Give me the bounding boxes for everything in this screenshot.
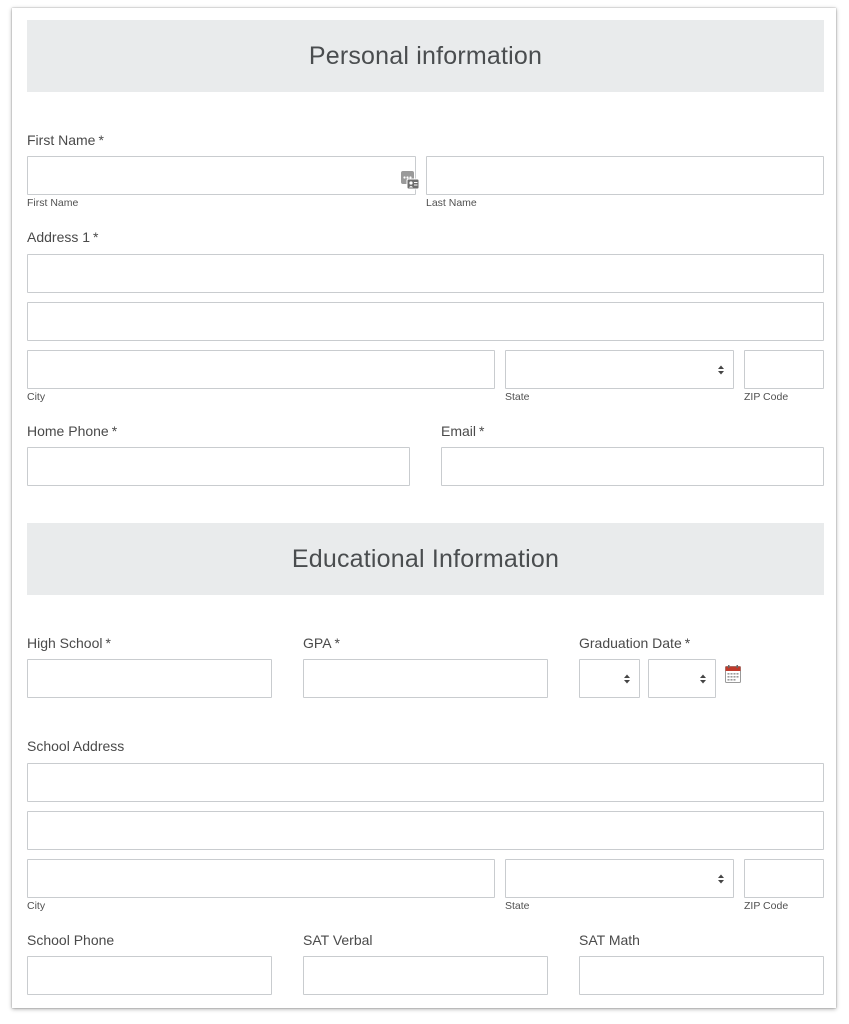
educational-info-title: Educational Information: [291, 544, 560, 573]
required-mark: *: [105, 635, 111, 651]
calendar-icon[interactable]: [725, 665, 741, 683]
address-line2-input[interactable]: [27, 302, 824, 341]
high-school-label: High School *: [27, 635, 111, 651]
school-state-select[interactable]: [505, 859, 734, 898]
required-mark: *: [98, 132, 104, 148]
required-mark: *: [334, 635, 340, 651]
application-form: [12, 8, 836, 1008]
first-name-label: First Name *: [27, 132, 104, 148]
gpa-input[interactable]: [303, 659, 548, 698]
required-mark: *: [684, 635, 691, 651]
sat-math-label: SAT Math: [579, 932, 640, 948]
high-school-input[interactable]: [27, 659, 272, 698]
school-address-line1-input[interactable]: [27, 763, 824, 802]
school-zip-sublabel: ZIP Code: [744, 900, 789, 912]
school-phone-input[interactable]: [27, 956, 272, 995]
school-city-sublabel: City: [27, 900, 46, 912]
zip-input[interactable]: [744, 350, 824, 389]
graduation-month-select[interactable]: [579, 659, 640, 698]
required-mark: *: [93, 229, 99, 245]
school-address-label: School Address: [27, 738, 125, 754]
address-line1-input[interactable]: [27, 254, 824, 293]
sat-verbal-input[interactable]: [303, 956, 548, 995]
educational-info-header: [27, 523, 824, 595]
first-name-input[interactable]: [27, 156, 416, 195]
required-mark: *: [479, 423, 485, 439]
home-phone-input[interactable]: [27, 447, 410, 486]
city-sublabel: City: [27, 391, 46, 403]
address-label: Address 1 *: [27, 229, 99, 245]
state-select[interactable]: [505, 350, 734, 389]
contact-autofill-icon[interactable]: [399, 169, 421, 191]
graduation-year-select[interactable]: [648, 659, 716, 698]
chevron-up-down-icon: [699, 673, 707, 685]
email-label: Email *: [441, 423, 485, 439]
zip-sublabel: ZIP Code: [744, 391, 789, 403]
sat-verbal-label: SAT Verbal: [303, 932, 373, 948]
chevron-up-down-icon: [623, 673, 631, 685]
chevron-up-down-icon: [717, 873, 725, 885]
personal-info-title: Personal information: [308, 41, 543, 70]
home-phone-label: Home Phone *: [27, 423, 118, 439]
personal-info-header: [27, 20, 824, 92]
school-address-line2-input[interactable]: [27, 811, 824, 850]
email-input[interactable]: [441, 447, 824, 486]
gpa-label: GPA *: [303, 635, 340, 651]
state-sublabel: State: [505, 391, 530, 403]
school-city-input[interactable]: [27, 859, 495, 898]
school-zip-input[interactable]: [744, 859, 824, 898]
graduation-date-label: Graduation Date *: [579, 635, 691, 651]
school-phone-label: School Phone: [27, 932, 115, 948]
last-name-input[interactable]: [426, 156, 824, 195]
last-name-sublabel: Last Name: [426, 197, 477, 209]
chevron-up-down-icon: [717, 364, 725, 376]
sat-math-input[interactable]: [579, 956, 824, 995]
school-state-sublabel: State: [505, 900, 530, 912]
first-name-sublabel: First Name: [27, 197, 79, 209]
city-input[interactable]: [27, 350, 495, 389]
required-mark: *: [111, 423, 118, 439]
